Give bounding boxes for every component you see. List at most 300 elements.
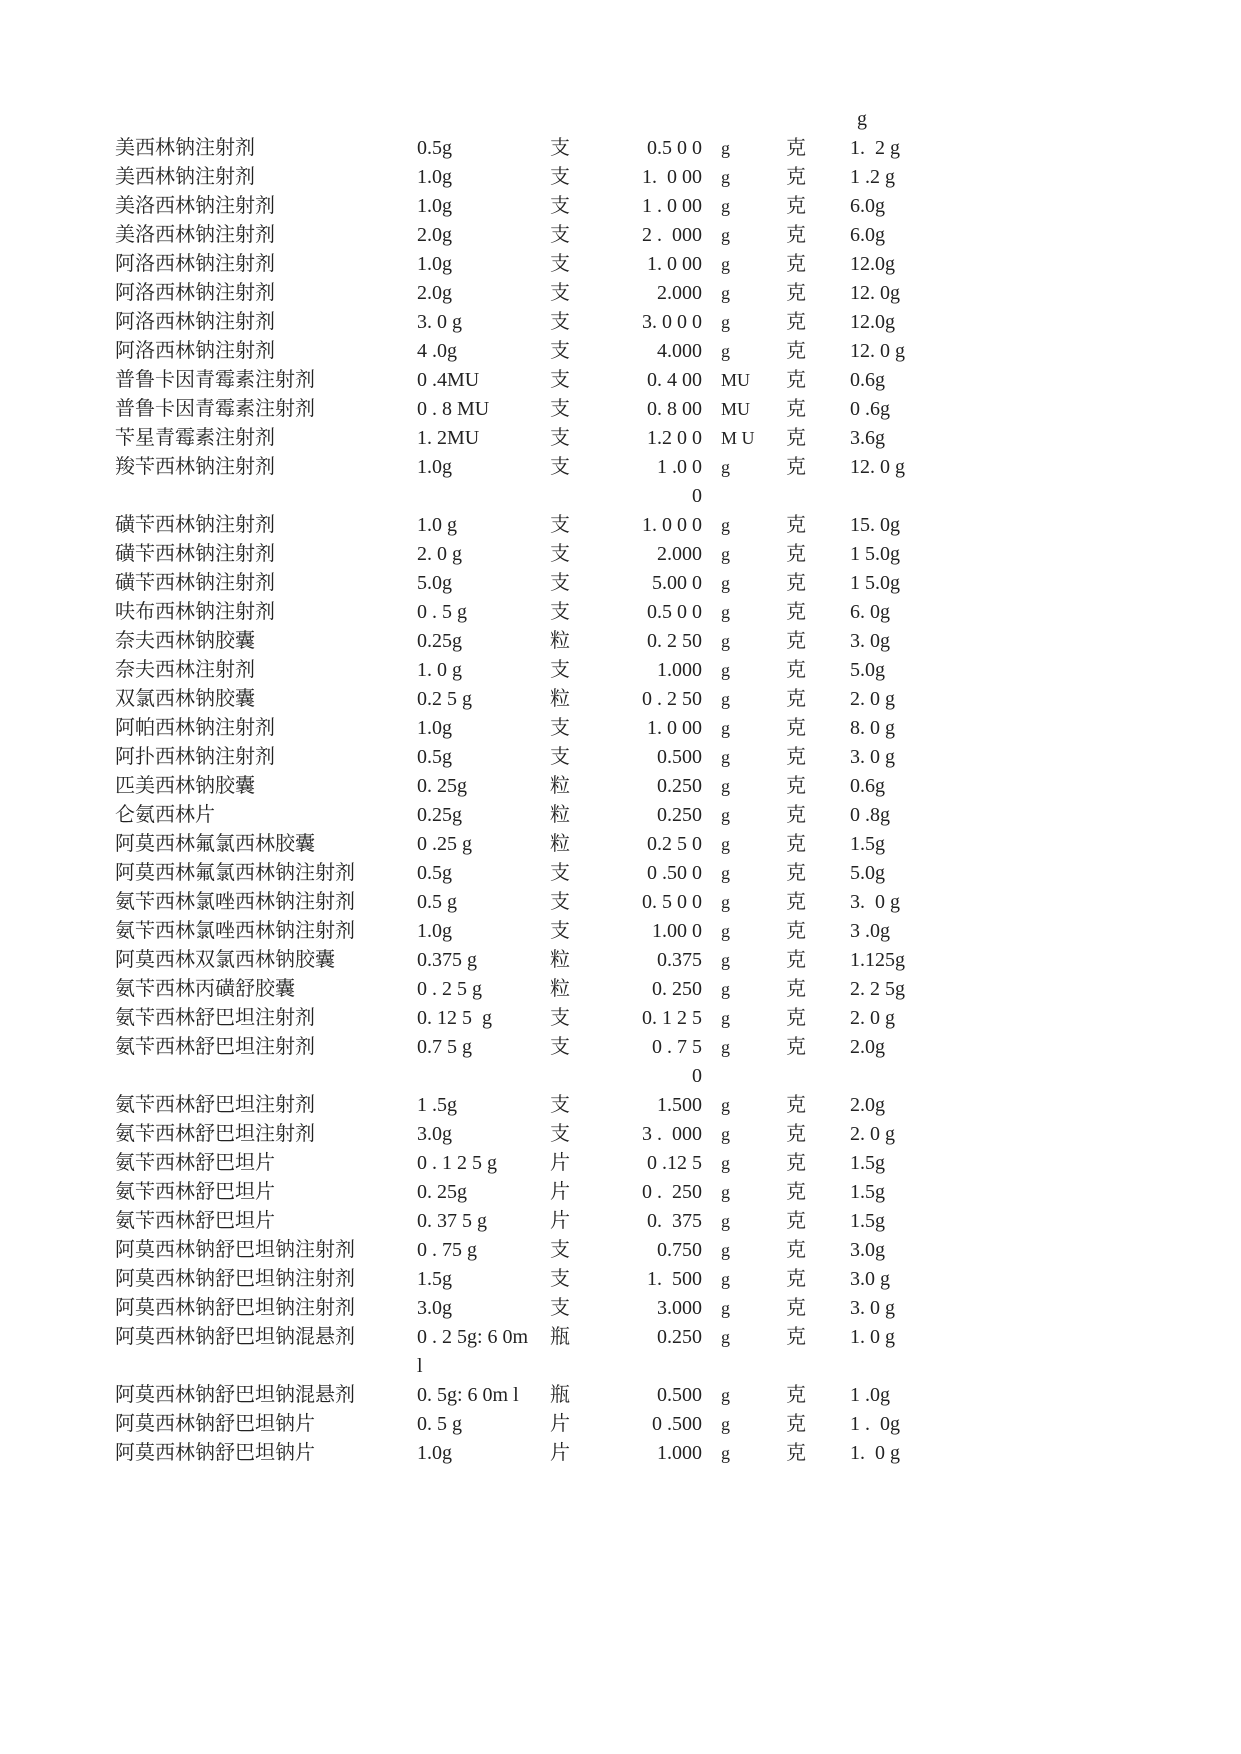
package-unit: 支 — [550, 862, 570, 884]
specification: 1. 2MU — [417, 427, 480, 449]
amount: 0. 375 — [647, 1210, 702, 1232]
amount-unit: g — [721, 196, 730, 216]
amount: 1.000 — [657, 1442, 702, 1464]
carryover-ddd-text: g — [857, 108, 867, 130]
table-row — [0, 888, 1000, 917]
table-row — [0, 859, 1000, 888]
package-unit: 支 — [550, 1123, 570, 1145]
amount-unit: MU — [721, 399, 751, 419]
amount-unit: g — [721, 544, 730, 564]
ddd-value: 12.0g — [850, 253, 895, 275]
specification: 2.0g — [417, 224, 452, 246]
specification: 0 .4MU — [417, 369, 480, 391]
amount-unit: g — [721, 631, 730, 651]
ddd-unit: 克 — [786, 949, 806, 971]
amount-unit: g — [721, 573, 730, 593]
ddd-value: 3. 0 g — [850, 1297, 895, 1319]
amount-unit: g — [721, 950, 730, 970]
specification: 0.2 5 g — [417, 688, 472, 710]
amount: 3 . 000 — [642, 1123, 702, 1145]
amount-unit: g — [721, 457, 730, 477]
drug-name: 双氯西林钠胶囊 — [115, 688, 255, 710]
ddd-value: 1.125g — [850, 949, 905, 971]
package-unit: 支 — [550, 746, 570, 768]
amount-wrap: 0 — [692, 1065, 702, 1087]
amount: 2.000 — [657, 543, 702, 565]
specification: 0. 12 5 g — [417, 1007, 492, 1029]
ddd-value: 5.0g — [850, 862, 885, 884]
ddd-value: 2. 0 g — [850, 688, 895, 710]
specification: 0.7 5 g — [417, 1036, 472, 1058]
ddd-unit: 克 — [786, 572, 806, 594]
table-row — [0, 192, 1000, 221]
ddd-unit: 克 — [786, 862, 806, 884]
amount: 0 . 2 50 — [642, 688, 702, 710]
specification: 2. 0 g — [417, 543, 462, 565]
specification: 1.0g — [417, 717, 452, 739]
amount: 1.2 0 0 — [647, 427, 702, 449]
ddd-unit: 克 — [786, 282, 806, 304]
table-row — [0, 163, 1000, 192]
specification: 0. 5 g — [417, 1413, 462, 1435]
ddd-unit: 克 — [786, 1413, 806, 1435]
amount: 3. 0 0 0 — [642, 311, 702, 333]
drug-name: 阿洛西林钠注射剂 — [115, 340, 275, 362]
table-row — [0, 1294, 1000, 1323]
specification: 0. 5g: 6 0m l — [417, 1384, 519, 1406]
drug-name: 普鲁卡因青霉素注射剂 — [115, 369, 315, 391]
ddd-value: 2. 0 g — [850, 1007, 895, 1029]
ddd-value: 0.6g — [850, 775, 885, 797]
package-unit: 支 — [550, 195, 570, 217]
ddd-unit: 克 — [786, 1181, 806, 1203]
table-row — [0, 1381, 1000, 1410]
specification: 0 .25 g — [417, 833, 472, 855]
table-row — [0, 1410, 1000, 1439]
ddd-value: 2.0g — [850, 1094, 885, 1116]
amount: 1.00 0 — [652, 920, 702, 942]
specification: 0 . 5 g — [417, 601, 467, 623]
amount-unit: g — [721, 312, 730, 332]
ddd-unit: 克 — [786, 369, 806, 391]
amount-unit: M U — [721, 428, 755, 448]
amount-unit: g — [721, 747, 730, 767]
ddd-value: 1. 0 g — [850, 1326, 895, 1348]
ddd-unit: 克 — [786, 224, 806, 246]
table-row — [0, 714, 1000, 743]
amount: 0. 250 — [652, 978, 702, 1000]
package-unit: 支 — [550, 1268, 570, 1290]
drug-name: 普鲁卡因青霉素注射剂 — [115, 398, 315, 420]
ddd-unit: 克 — [786, 746, 806, 768]
table-row — [0, 1236, 1000, 1265]
ddd-unit: 克 — [786, 920, 806, 942]
table-row — [0, 1439, 1000, 1468]
ddd-value: 1 5.0g — [850, 543, 900, 565]
table-row — [0, 627, 1000, 656]
drug-name: 美洛西林钠注射剂 — [115, 224, 275, 246]
ddd-unit: 克 — [786, 1384, 806, 1406]
amount-unit: g — [721, 1385, 730, 1405]
amount-unit: g — [721, 1414, 730, 1434]
package-unit: 片 — [550, 1181, 570, 1203]
specification: 0. 25g — [417, 1181, 467, 1203]
table-row — [0, 946, 1000, 975]
package-unit: 粒 — [550, 978, 570, 1000]
amount: 5.00 0 — [652, 572, 702, 594]
specification: 2.0g — [417, 282, 452, 304]
specification: 0 . 75 g — [417, 1239, 477, 1261]
drug-name: 阿莫西林钠舒巴坦钠混悬剂 — [115, 1326, 355, 1348]
ddd-value: 3.0 g — [850, 1268, 890, 1290]
package-unit: 粒 — [550, 949, 570, 971]
ddd-value: 12.0g — [850, 311, 895, 333]
package-unit: 支 — [550, 1297, 570, 1319]
ddd-unit: 克 — [786, 1210, 806, 1232]
table-row — [0, 1149, 1000, 1178]
specification: 1.0g — [417, 456, 452, 478]
amount-unit: g — [721, 341, 730, 361]
specification: 3. 0 g — [417, 311, 462, 333]
package-unit: 支 — [550, 340, 570, 362]
table-row — [0, 917, 1000, 946]
ddd-unit: 克 — [786, 1297, 806, 1319]
ddd-unit: 克 — [786, 1326, 806, 1348]
specification: 1.5g — [417, 1268, 452, 1290]
ddd-value: 3. 0g — [850, 630, 890, 652]
package-unit: 支 — [550, 456, 570, 478]
amount: 0 .500 — [652, 1413, 702, 1435]
package-unit: 粒 — [550, 775, 570, 797]
drug-name: 呋布西林钠注射剂 — [115, 601, 275, 623]
table-row — [0, 1323, 1000, 1381]
table-row — [0, 134, 1000, 163]
specification: 0.5g — [417, 137, 452, 159]
ddd-value: 15. 0g — [850, 514, 900, 536]
package-unit: 片 — [550, 1210, 570, 1232]
ddd-unit: 克 — [786, 1007, 806, 1029]
amount-unit: g — [721, 979, 730, 999]
table-row — [0, 337, 1000, 366]
ddd-value: 1.5g — [850, 833, 885, 855]
table-row — [0, 830, 1000, 859]
ddd-value: 12. 0g — [850, 282, 900, 304]
amount-unit: g — [721, 167, 730, 187]
amount-unit: g — [721, 283, 730, 303]
ddd-unit: 克 — [786, 253, 806, 275]
specification: 3.0g — [417, 1123, 452, 1145]
amount-unit: g — [721, 805, 730, 825]
amount: 1.500 — [657, 1094, 702, 1116]
specification: 4 .0g — [417, 340, 457, 362]
amount-unit: g — [721, 660, 730, 680]
table-row — [0, 221, 1000, 250]
ddd-value: 1.5g — [850, 1181, 885, 1203]
package-unit: 片 — [550, 1152, 570, 1174]
ddd-value: 1.5g — [850, 1152, 885, 1174]
amount: 0.500 — [657, 746, 702, 768]
table-row — [0, 772, 1000, 801]
amount-unit: g — [721, 1211, 730, 1231]
amount: 0.250 — [657, 775, 702, 797]
package-unit: 支 — [550, 1007, 570, 1029]
ddd-unit: 克 — [786, 398, 806, 420]
ddd-unit: 克 — [786, 543, 806, 565]
amount: 0 .12 5 — [647, 1152, 702, 1174]
ddd-unit: 克 — [786, 804, 806, 826]
table-row — [0, 511, 1000, 540]
ddd-unit: 克 — [786, 1036, 806, 1058]
ddd-value: 0 .6g — [850, 398, 890, 420]
ddd-unit: 克 — [786, 688, 806, 710]
specification: 0 . 2 5 g — [417, 978, 482, 1000]
ddd-unit: 克 — [786, 1152, 806, 1174]
amount-unit: g — [721, 718, 730, 738]
amount-unit: g — [721, 1443, 730, 1463]
drug-name: 美西林钠注射剂 — [115, 137, 255, 159]
ddd-value: 3.6g — [850, 427, 885, 449]
ddd-unit: 克 — [786, 514, 806, 536]
table-row — [0, 1265, 1000, 1294]
amount: 1. 0 00 — [647, 253, 702, 275]
drug-name: 氨苄西林舒巴坦片 — [115, 1210, 275, 1232]
specification: 1.0g — [417, 253, 452, 275]
package-unit: 支 — [550, 427, 570, 449]
drug-name: 氨苄西林舒巴坦片 — [115, 1152, 275, 1174]
specification: 0.5g — [417, 862, 452, 884]
table-row — [0, 279, 1000, 308]
package-unit: 支 — [550, 1239, 570, 1261]
drug-name: 阿莫西林氟氯西林钠注射剂 — [115, 862, 355, 884]
ddd-unit: 克 — [786, 1094, 806, 1116]
amount-unit: g — [721, 1124, 730, 1144]
package-unit: 粒 — [550, 833, 570, 855]
amount: 2.000 — [657, 282, 702, 304]
drug-name: 美洛西林钠注射剂 — [115, 195, 275, 217]
package-unit: 粒 — [550, 804, 570, 826]
amount-unit: g — [721, 1327, 730, 1347]
ddd-value: 6.0g — [850, 195, 885, 217]
table-row — [0, 656, 1000, 685]
ddd-value: 0 .8g — [850, 804, 890, 826]
ddd-unit: 克 — [786, 978, 806, 1000]
drug-name: 阿莫西林钠舒巴坦钠片 — [115, 1413, 315, 1435]
package-unit: 支 — [550, 717, 570, 739]
package-unit: 支 — [550, 514, 570, 536]
amount: 0 .50 0 — [647, 862, 702, 884]
ddd-value: 6. 0g — [850, 601, 890, 623]
amount: 4.000 — [657, 340, 702, 362]
drug-name: 阿莫西林双氯西林钠胶囊 — [115, 949, 335, 971]
package-unit: 支 — [550, 891, 570, 913]
table-row — [0, 424, 1000, 453]
ddd-value: 3.0g — [850, 1239, 885, 1261]
amount: 0.250 — [657, 1326, 702, 1348]
specification: 5.0g — [417, 572, 452, 594]
amount-unit: g — [721, 1095, 730, 1115]
ddd-value: 2. 0 g — [850, 1123, 895, 1145]
amount: 1 . 0 00 — [642, 195, 702, 217]
drug-name: 氨苄西林舒巴坦注射剂 — [115, 1036, 315, 1058]
ddd-unit: 克 — [786, 659, 806, 681]
ddd-value: 1 5.0g — [850, 572, 900, 594]
amount-unit: g — [721, 863, 730, 883]
ddd-unit: 克 — [786, 195, 806, 217]
amount: 2 . 000 — [642, 224, 702, 246]
package-unit: 支 — [550, 920, 570, 942]
package-unit: 支 — [550, 253, 570, 275]
amount: 0. 5 0 0 — [642, 891, 702, 913]
ddd-value: 1.5g — [850, 1210, 885, 1232]
amount: 0. 8 00 — [647, 398, 702, 420]
amount: 0. 2 50 — [647, 630, 702, 652]
specification: 0.25g — [417, 630, 462, 652]
drug-name: 阿莫西林钠舒巴坦钠片 — [115, 1442, 315, 1464]
specification: 0.5 g — [417, 891, 457, 913]
table-row — [0, 685, 1000, 714]
amount-unit: g — [721, 776, 730, 796]
table-row — [0, 250, 1000, 279]
specification: 1.0g — [417, 920, 452, 942]
drug-name: 阿洛西林钠注射剂 — [115, 253, 275, 275]
package-unit: 粒 — [550, 688, 570, 710]
specification: 0. 37 5 g — [417, 1210, 487, 1232]
package-unit: 支 — [550, 1094, 570, 1116]
specification: 0. 25g — [417, 775, 467, 797]
specification: 0 . 1 2 5 g — [417, 1152, 497, 1174]
drug-name: 氨苄西林舒巴坦注射剂 — [115, 1123, 315, 1145]
amount: 0.5 0 0 — [647, 137, 702, 159]
amount: 0.250 — [657, 804, 702, 826]
ddd-value: 1 .2 g — [850, 166, 895, 188]
ddd-unit: 克 — [786, 1442, 806, 1464]
drug-name: 阿莫西林钠舒巴坦钠注射剂 — [115, 1239, 355, 1261]
table-row — [0, 395, 1000, 424]
amount-unit: g — [721, 225, 730, 245]
amount-unit: g — [721, 254, 730, 274]
package-unit: 片 — [550, 1442, 570, 1464]
package-unit: 支 — [550, 369, 570, 391]
drug-name: 阿莫西林氟氯西林胶囊 — [115, 833, 315, 855]
ddd-value: 1 . 0g — [850, 1413, 900, 1435]
table-row — [0, 1091, 1000, 1120]
drug-name: 阿莫西林钠舒巴坦钠注射剂 — [115, 1268, 355, 1290]
table-row — [0, 540, 1000, 569]
ddd-unit: 克 — [786, 717, 806, 739]
drug-name: 阿莫西林钠舒巴坦钠混悬剂 — [115, 1384, 355, 1406]
amount-unit: g — [721, 921, 730, 941]
ddd-value: 2.0g — [850, 1036, 885, 1058]
amount-unit: g — [721, 1240, 730, 1260]
amount: 1. 0 00 — [647, 717, 702, 739]
amount-unit: g — [721, 515, 730, 535]
specification: 0.5g — [417, 746, 452, 768]
drug-name: 磺苄西林钠注射剂 — [115, 514, 275, 536]
amount-unit: g — [721, 1153, 730, 1173]
amount-wrap: 0 — [692, 485, 702, 507]
table-row — [0, 569, 1000, 598]
specification: 0 . 8 MU — [417, 398, 490, 420]
ddd-unit: 克 — [786, 311, 806, 333]
drug-name: 磺苄西林钠注射剂 — [115, 543, 275, 565]
amount-unit: MU — [721, 370, 751, 390]
drug-name: 氨苄西林舒巴坦注射剂 — [115, 1007, 315, 1029]
ddd-value: 5.0g — [850, 659, 885, 681]
specification: 1 .5g — [417, 1094, 457, 1116]
ddd-value: 3. 0 g — [850, 891, 900, 913]
ddd-unit: 克 — [786, 137, 806, 159]
amount-unit: g — [721, 138, 730, 158]
drug-name: 氨苄西林氯唑西林钠注射剂 — [115, 891, 355, 913]
package-unit: 支 — [550, 572, 570, 594]
package-unit: 支 — [550, 543, 570, 565]
ddd-unit: 克 — [786, 630, 806, 652]
ddd-value: 8. 0 g — [850, 717, 895, 739]
package-unit: 支 — [550, 1036, 570, 1058]
ddd-value: 1 .0g — [850, 1384, 890, 1406]
ddd-unit: 克 — [786, 166, 806, 188]
package-unit: 支 — [550, 311, 570, 333]
amount: 1.000 — [657, 659, 702, 681]
table-row — [0, 598, 1000, 627]
amount: 1. 500 — [647, 1268, 702, 1290]
amount-unit: g — [721, 1269, 730, 1289]
package-unit: 粒 — [550, 630, 570, 652]
table-row — [0, 1004, 1000, 1033]
ddd-value: 0.6g — [850, 369, 885, 391]
drug-name: 阿洛西林钠注射剂 — [115, 282, 275, 304]
ddd-unit: 克 — [786, 456, 806, 478]
package-unit: 瓶 — [550, 1326, 570, 1348]
amount: 0.375 — [657, 949, 702, 971]
drug-name: 奈夫西林钠胶囊 — [115, 630, 255, 652]
package-unit: 支 — [550, 137, 570, 159]
amount: 0. 1 2 5 — [642, 1007, 702, 1029]
drug-name: 美西林钠注射剂 — [115, 166, 255, 188]
drug-name: 羧苄西林钠注射剂 — [115, 456, 275, 478]
amount-unit: g — [721, 1298, 730, 1318]
table-row — [0, 975, 1000, 1004]
amount-unit: g — [721, 834, 730, 854]
package-unit: 片 — [550, 1413, 570, 1435]
ddd-value: 12. 0 g — [850, 456, 905, 478]
amount: 0 . 250 — [642, 1181, 702, 1203]
ddd-value: 12. 0 g — [850, 340, 905, 362]
ddd-unit: 克 — [786, 1123, 806, 1145]
amount: 0.2 5 0 — [647, 833, 702, 855]
amount: 1 .0 0 — [657, 456, 702, 478]
drug-name: 阿莫西林钠舒巴坦钠注射剂 — [115, 1297, 355, 1319]
package-unit: 支 — [550, 282, 570, 304]
amount: 0.750 — [657, 1239, 702, 1261]
drug-name: 仑氨西林片 — [115, 804, 215, 826]
specification: 0.25g — [417, 804, 462, 826]
specification: 0 . 2 5g: 6 0m — [417, 1326, 529, 1348]
table-row — [0, 366, 1000, 395]
amount-unit: g — [721, 892, 730, 912]
ddd-unit: 克 — [786, 1239, 806, 1261]
package-unit: 支 — [550, 166, 570, 188]
ddd-unit: 克 — [786, 833, 806, 855]
amount: 3.000 — [657, 1297, 702, 1319]
specification: 1.0 g — [417, 514, 457, 536]
drug-name: 氨苄西林氯唑西林钠注射剂 — [115, 920, 355, 942]
table-row — [0, 1207, 1000, 1236]
amount: 0.500 — [657, 1384, 702, 1406]
specification: 1. 0 g — [417, 659, 462, 681]
package-unit: 支 — [550, 601, 570, 623]
ddd-unit: 克 — [786, 427, 806, 449]
